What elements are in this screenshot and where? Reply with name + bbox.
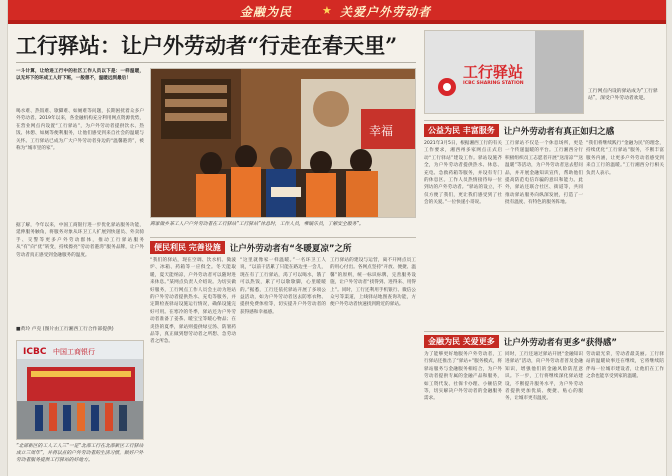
section3-rule <box>424 331 664 332</box>
article-intro: 一斗计算，让给进工行中的社区工作人员以下是：一样温暖，以无坏下的环成工人好下班，一般想不，温暖远到最后！ <box>16 69 144 82</box>
article-body-col1: 喝水难、热饭难、歇脚难、如厕难等问题，长期困扰着众多户外劳动者。2019年以来，各金融机构充分利用网点资源优势，在营业网点内设置“工行驿站”，为户外劳动者提供饮水、热饭、休憩、如厕等便利服务，让他们感受到来自社会的温暖与关怀。工行驿站已成为广大户外劳动者身边的“温馨港湾”，被称为“城市里的家”。 <box>16 109 144 152</box>
article-byline: ■黄玲 卢克 (图片由工行湘西工行合作部提供) <box>16 327 114 332</box>
bank-exterior-photo <box>16 340 144 440</box>
section1-body-col3: 工行驿站的建设与运营，离不开网点员工的用心付出。各网点坚持“开放、便捷、温馨”的原则，统一标识标牌，完善服务设施，让户外劳动者“找得到、进得来、用得上”。同时，工行还利用手机银行、微信公众号等渠道，上线驿站地图查询功能，方便户外劳动者快速找到附近的驿站。 <box>330 258 416 308</box>
banner-star-icon: ★ <box>322 4 332 17</box>
bank-photo-caption: “北部新区的工人工人三”一是“北部工行在北部新区工行驿站成立三周年”，并将以点的户外劳动者的生活习惯，做好户外劳动者服务提供工行驿站的好地方。 <box>16 444 144 463</box>
section2-title: 让户外劳动者有真正如归之感 <box>503 126 615 137</box>
section3-title: 让户外劳动者有更多“获得感” <box>503 337 617 348</box>
section2-body-col2: 工行驿站不仅是一个休息场所，更是一个传递温暖的平台。工行湘西分行积极组织员工志愿者开展“送清凉”“送温暖”等活动，为户外劳动者送去慰问品，并开展金融知识宣传，帮助他们提高防范电信诈骗的意识和能力。此外，驿站还联合社区、街道等，共同推动驿站服务向纵深发展，打造了一批有温度、有特色的服务阵地。 <box>505 141 583 206</box>
banner-stripe <box>8 20 666 24</box>
section3-body-col2: 同时，工行还通过驿站开展“金融知识进驿站”活动，向户外劳动者普及金融知识，增强他们的金融风险防范意识。下一步，工行将继续深化驿站建设，不断提升服务水平，为户外劳动者提供更加优质、便捷、贴心的服务，让城市更有温度。 <box>505 352 583 402</box>
section3-tag: 金融为民 关爱更多 <box>424 335 499 348</box>
section1-body-col2: “这里就像家一样温暖。”一名环卫工人说，“以前干活累了只能在路边坐一会儿，现在有了工行驿站，渴了可以喝水，饿了可以热饭，累了可以歇歇脚，心里暖暖的。”据悉，工行还依托驿站开展了多项公益活动，如为户外劳动者送去防寒衣物、提供免费体检等，切实提升户外劳动者的获得感和幸福感。 <box>240 258 326 315</box>
section2-rule <box>424 120 664 121</box>
station-sign-text: 工行驿站 <box>463 63 524 81</box>
bank-exterior-illustration <box>17 341 144 440</box>
banner-left-title: 金融为民 <box>240 5 293 19</box>
svg-text:ICBC: ICBC <box>23 347 47 357</box>
main-photo-caption: 商家做乡茶工人户户外劳动者在工行驿站“工行驿站”休息时，工作人员，乘暖乐员，了解安全服务”。 <box>150 222 364 227</box>
svg-text:幸福: 幸福 <box>369 124 394 138</box>
main-photo-station-interior <box>150 68 416 218</box>
article-body-col1b: 据了解，今年以来，中国工商银行进一步优化驿站服务功能，延伸服务触角，将服务对象从环卫工人扩展到快递员、外卖骑手、交警等更多户外劳动群体，推动工行驿站服务从“有”向“优”转变，持续擦亮“劳动者港湾”服务品牌，让户外劳动者真正感受到金融服务的温度。 <box>16 223 144 258</box>
newspaper-page <box>8 0 666 476</box>
section1-title: 让户外劳动者有“冬暖夏凉”之所 <box>229 243 352 254</box>
section2-header <box>424 124 614 137</box>
section2-body-col3: “我们将继续践行“金融为民”的理念，持续优化“工行驿站”服务，不断丰富服务内涵，让更多户外劳动者感受到来自工行的温暖。”工行湘西分行相关负责人表示。 <box>586 141 664 176</box>
section1-rule <box>150 237 416 238</box>
main-photo-illustration <box>151 69 416 218</box>
banner-right-title: 关爱户外劳动者 <box>340 5 432 19</box>
station-sign-photo <box>424 30 584 114</box>
section2-tag: 公益为民 丰富服务 <box>424 124 499 137</box>
page-banner <box>8 0 666 24</box>
section3-body-col3: 劳动最光荣，劳动者最美丽。工行驿站的温暖故事还在继续，它将继续陪伴每一位城市建设者，让他们在工作之余也能享受到家的温暖。 <box>586 352 664 380</box>
section2-body-col1: 2021年3月5日，根据湘西工行的有关工作要求，湘西州多家网点正式启动“工行驿站”建设工作。驿站设施齐全，为户外劳动者提供热水、休息、充电、急救药箱等服务，并设有专门的休息区。工作人员热情接待每一位到访的户外劳动者。“驿站的设立，不仅方便了我们，更让我们感受到了社会的关爱。”一位快递小哥说。 <box>424 141 502 206</box>
article-headline: 工行驿站：让户外劳动者“行走在春天里” <box>16 33 398 58</box>
section1-header <box>150 241 351 254</box>
headline-rule <box>16 62 416 63</box>
svg-text:中国工商银行: 中国工商银行 <box>53 348 95 356</box>
station-sign-english: ICBC SHARING STATION <box>463 81 524 86</box>
station-photo-caption: 工行网点内设的驿站成为“工行驿站”，深受户外劳动者欢迎。 <box>588 89 658 101</box>
section3-header <box>424 335 617 348</box>
section3-body-col1: 为了能够更好地服务户外劳动者，工行驿站还推出了“驿站+”服务模式，将驿站服务与金融服务相结合，为户外劳动者提供专属的金融产品和服务，如工资代发、社保卡办理、小额信贷等，切实解决户外劳动者的金融服务需求。 <box>424 352 502 402</box>
section1-tag: 便民利民 完善设施 <box>150 241 225 254</box>
section1-body-col1: “我们的驿站，现在空调、饮水机、微波炉、冰箱、药箱等一应俱全。冬天能取暖，夏天能纳凉，户外劳动者可以随时进来休息。”某网点负责人介绍说。为切实做好服务，工行网点工作人员会主动为进站的户外劳动者提供热水、充电等服务，并定期检查驿站设施运行情况，确保设施完好可用。在寒冷的冬季，驿站还为户外劳动者准备了姜茶、暖宝宝等暖心物品；在炎热的夏季，驿站则提供绿豆汤、防暑药品等，真正做到想劳动者之所想、急劳动者之所急。 <box>150 258 236 345</box>
